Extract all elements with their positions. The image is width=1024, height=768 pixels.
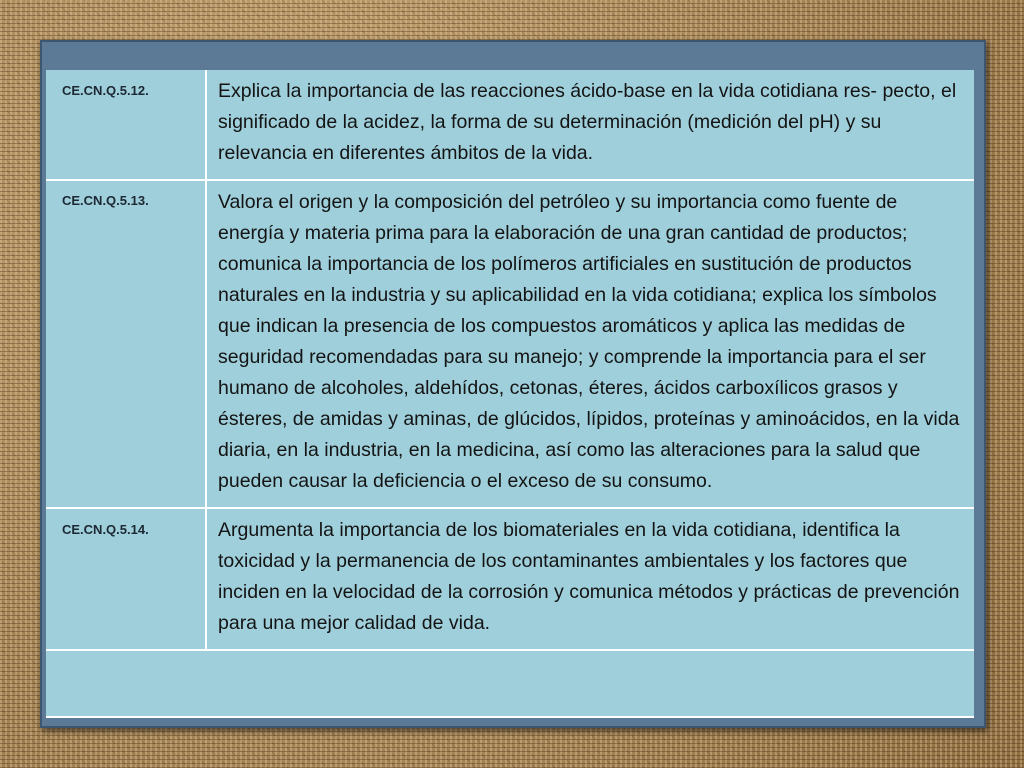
- criteria-description: Argumenta la importancia de los biomateriales en la vida cotidiana, identifica la toxicidad y la permanencia de los contaminantes ambientales y los factores que inciden en la velocidad de la corrosión y comunica métodos y prácticas de prevención para una mejor calidad de vida.: [206, 508, 974, 650]
- slide-frame: [40, 40, 986, 728]
- criteria-description: Explica la importancia de las reacciones ácido-base en la vida cotidiana res- pecto, el significado de la acidez, la forma de su determinación (medición del pH) y su relevancia en diferentes ámbitos de la vida.: [206, 70, 974, 180]
- criteria-code: CE.CN.Q.5.12.: [46, 70, 206, 180]
- criteria-panel: [46, 70, 974, 718]
- criteria-row: [46, 508, 974, 650]
- criteria-row: [46, 70, 974, 180]
- criteria-code: CE.CN.Q.5.14.: [46, 508, 206, 650]
- criteria-code: CE.CN.Q.5.13.: [46, 180, 206, 508]
- criteria-table: [46, 70, 974, 651]
- criteria-description: Valora el origen y la composición del petróleo y su importancia como fuente de energía y materia prima para la elaboración de una gran cantidad de productos; comunica la importancia de los polímeros artificiales en sustitución de productos naturales en la industria y su aplicabilidad en la vida cotidiana; explica los símbolos que indican la presencia de los compuestos aromáticos y aplica las medidas de seguridad recomendadas para su manejo; y comprende la importancia para el ser humano de alcoholes, aldehídos, cetonas, éteres, ácidos carboxílicos grasos y ésteres, de amidas y aminas, de glúcidos, lípidos, proteínas y aminoácidos, en la vida diaria, en la industria, en la medicina, así como las alteraciones para la salud que pueden causar la deficiencia o el exceso de su consumo.: [206, 180, 974, 508]
- criteria-row: [46, 180, 974, 508]
